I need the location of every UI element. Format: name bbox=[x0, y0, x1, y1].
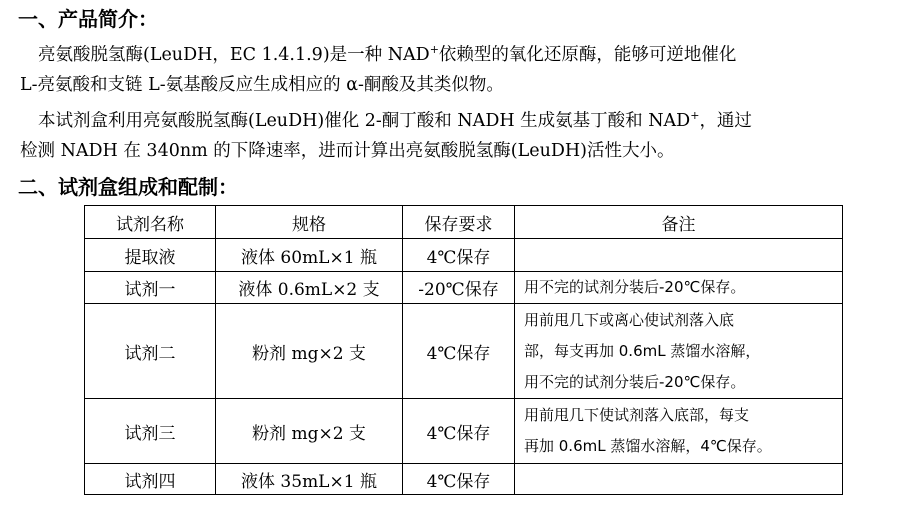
kit-principle-paragraph bbox=[20, 106, 905, 166]
paragraph-line bbox=[20, 106, 905, 136]
superscript-plus: + bbox=[690, 109, 700, 123]
note-line: 用不完的试剂分装后-20℃保存。 bbox=[524, 372, 746, 391]
spec-cell: 液体 0.6mL×2 支 bbox=[216, 272, 403, 304]
note-line: 用前甩几下或离心使试剂落入底 bbox=[524, 310, 735, 329]
storage-cell: 4℃保存 bbox=[403, 239, 515, 272]
superscript-plus: + bbox=[429, 43, 439, 57]
column-header-reagent-name: 试剂名称 bbox=[85, 206, 216, 239]
note-cell bbox=[515, 399, 843, 464]
spec-cell: 粉剂 mg×2 支 bbox=[216, 304, 403, 399]
note-line: 用前甩几下使试剂落入底部，每支 bbox=[524, 406, 750, 424]
note-cell bbox=[515, 272, 843, 304]
note-cell bbox=[515, 464, 843, 495]
kit-composition-table bbox=[84, 205, 843, 495]
paragraph-line: 检测 NADH 在 340nm 的下降速率，进而计算出亮氨酸脱氢酶(LeuDH)活性大小。 bbox=[20, 141, 675, 161]
table-row bbox=[85, 272, 843, 304]
reagent-name-cell: 试剂二 bbox=[85, 304, 216, 399]
storage-cell: 4℃保存 bbox=[403, 399, 515, 464]
storage-cell: 4℃保存 bbox=[403, 304, 515, 399]
reagent-name-cell: 试剂四 bbox=[85, 464, 216, 495]
table-header-row bbox=[85, 206, 843, 239]
storage-cell: -20℃保存 bbox=[403, 272, 515, 304]
column-header-storage: 保存要求 bbox=[403, 206, 515, 239]
storage-cell: 4℃保存 bbox=[403, 464, 515, 495]
paragraph-line: L-亮氨酸和支链 L-氨基酸反应生成相应的 α-酮酸及其类似物。 bbox=[20, 75, 504, 95]
note-line: 再加 0.6mL 蒸馏水溶解，4℃保存。 bbox=[524, 437, 772, 455]
spec-cell: 液体 60mL×1 瓶 bbox=[216, 239, 403, 272]
spec-cell: 粉剂 mg×2 支 bbox=[216, 399, 403, 464]
product-intro-paragraph bbox=[20, 40, 905, 100]
text-fragment: 依赖型的氧化还原酶，能够可逆地催化 bbox=[438, 45, 737, 65]
spec-cell: 液体 35mL×1 瓶 bbox=[216, 464, 403, 495]
paragraph-line bbox=[20, 40, 905, 70]
text-fragment: ，通过 bbox=[699, 111, 752, 131]
note-line: 部，每支再加 0.6mL 蒸馏水溶解， bbox=[524, 341, 761, 360]
text-fragment: 亮氨酸脱氢酶(LeuDH，EC 1.4.1.9)是一种 NAD bbox=[38, 45, 430, 65]
section-heading-product-intro: 一、产品简介： bbox=[18, 7, 158, 31]
table-row bbox=[85, 239, 843, 272]
text-fragment: 本试剂盒利用亮氨酸脱氢酶(LeuDH)催化 2-酮丁酸和 NADH 生成氨基丁酸和 NAD bbox=[38, 111, 691, 131]
column-header-spec: 规格 bbox=[216, 206, 403, 239]
note-line: 用不完的试剂分装后-20℃保存。 bbox=[524, 278, 746, 296]
table-row bbox=[85, 304, 843, 399]
note-cell bbox=[515, 239, 843, 272]
table-row bbox=[85, 399, 843, 464]
section-heading-kit-composition: 二、试剂盒组成和配制： bbox=[18, 175, 238, 199]
column-header-note: 备注 bbox=[515, 206, 843, 239]
reagent-name-cell: 试剂三 bbox=[85, 399, 216, 464]
note-cell bbox=[515, 304, 843, 399]
table-row bbox=[85, 464, 843, 495]
reagent-name-cell: 试剂一 bbox=[85, 272, 216, 304]
reagent-name-cell: 提取液 bbox=[85, 239, 216, 272]
